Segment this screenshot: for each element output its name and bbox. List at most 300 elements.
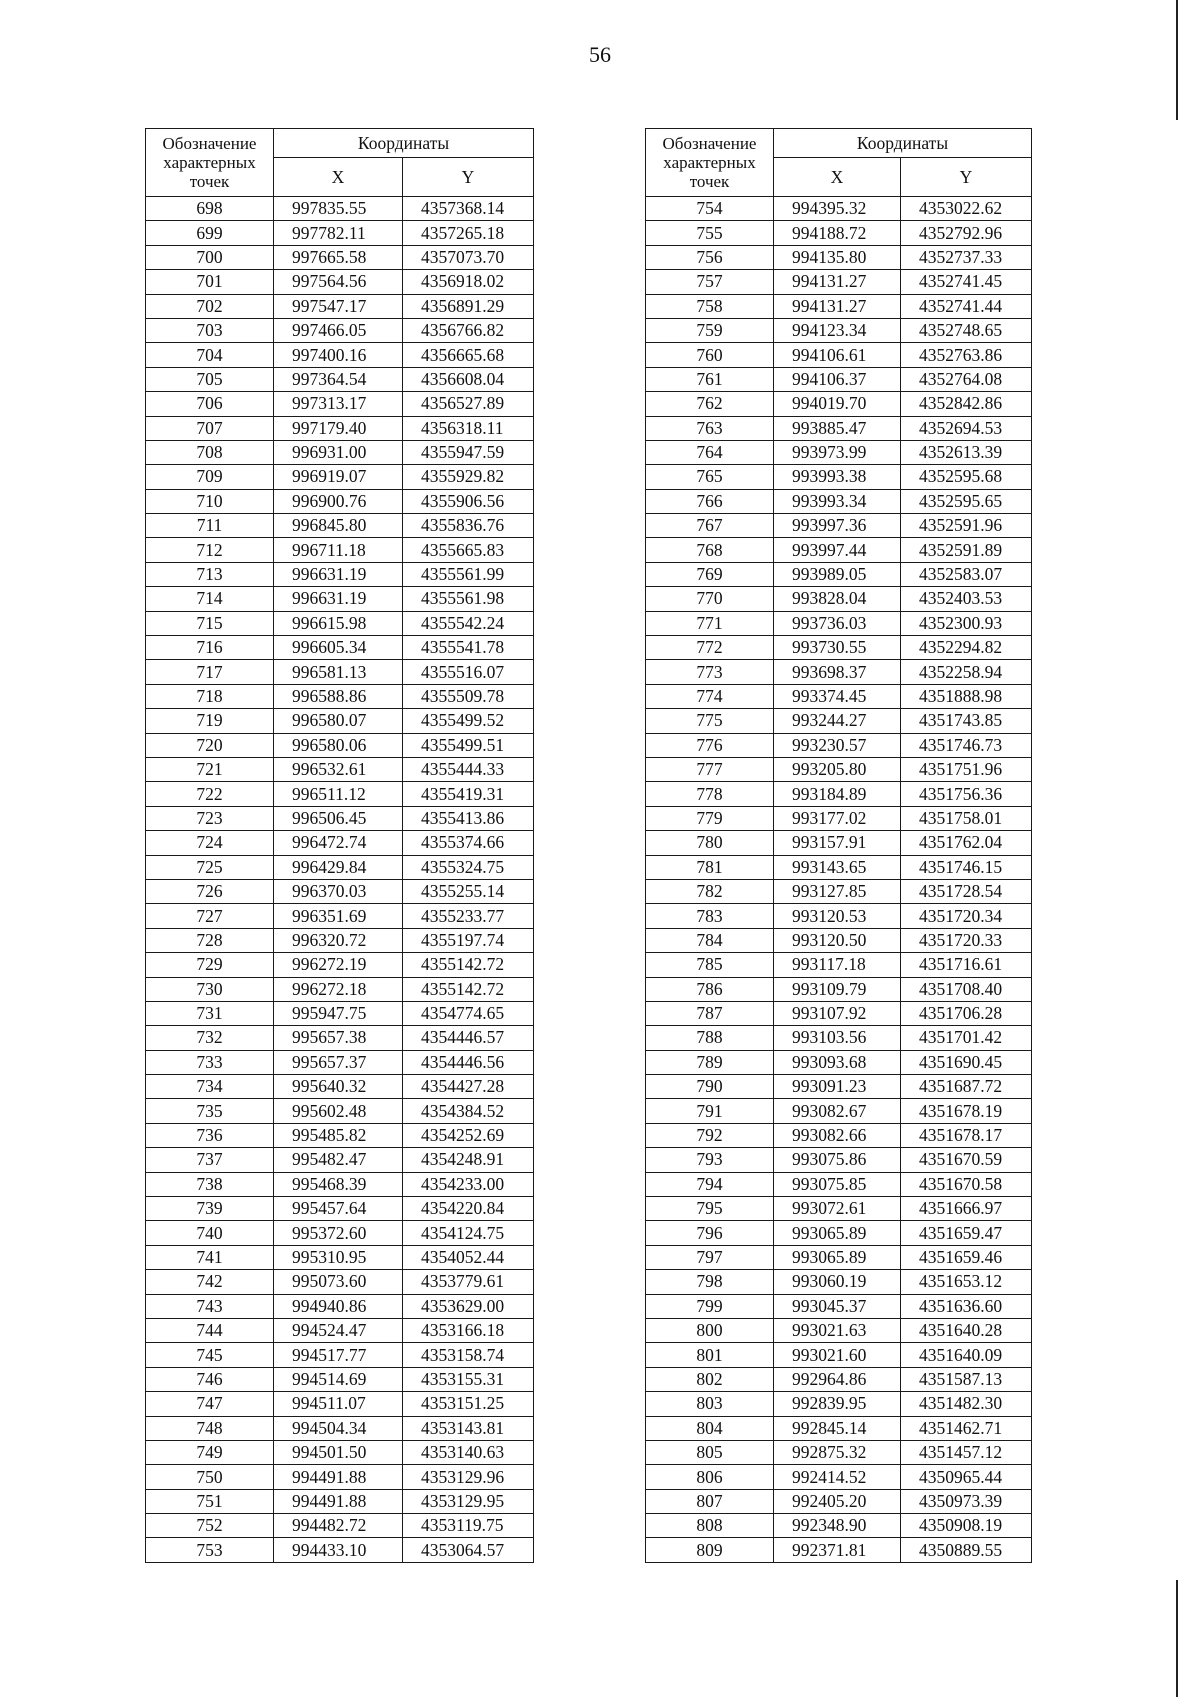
coordinate-y: 4355419.31 (403, 782, 534, 806)
table-row (146, 1197, 534, 1221)
coordinate-x: 993736.03 (774, 611, 901, 635)
coordinate-y: 4355561.99 (403, 562, 534, 586)
table-row (646, 1318, 1032, 1342)
coordinate-x: 994019.70 (774, 392, 901, 416)
coordinate-x: 996370.03 (274, 879, 403, 903)
coordinate-y: 4353129.95 (403, 1489, 534, 1513)
point-number: 759 (646, 318, 774, 342)
coordinate-x: 996900.76 (274, 489, 403, 513)
point-number: 724 (146, 831, 274, 855)
coordinate-x: 993107.92 (774, 1001, 901, 1025)
table-row (646, 806, 1032, 830)
table-row (146, 709, 534, 733)
coordinate-y: 4351640.28 (901, 1318, 1032, 1342)
coordinate-y: 4355906.56 (403, 489, 534, 513)
coordinate-x: 996429.84 (274, 855, 403, 879)
coordinate-y: 4352403.53 (901, 587, 1032, 611)
point-number: 736 (146, 1123, 274, 1147)
table-row (146, 904, 534, 928)
coordinate-y: 4351457.12 (901, 1440, 1032, 1464)
coordinate-y: 4352595.65 (901, 489, 1032, 513)
coordinate-x: 993730.55 (774, 636, 901, 660)
coordinate-x: 993698.37 (774, 660, 901, 684)
coordinate-y: 4351653.12 (901, 1270, 1032, 1294)
header-point-label: Обозначение характерных точек (646, 129, 774, 197)
coordinate-y: 4353151.25 (403, 1392, 534, 1416)
coordinate-x: 993120.50 (774, 928, 901, 952)
coordinate-x: 995640.32 (274, 1075, 403, 1099)
table-row (646, 294, 1032, 318)
coordinate-x: 996931.00 (274, 440, 403, 464)
table-row (146, 1465, 534, 1489)
point-number: 761 (646, 367, 774, 391)
point-number: 730 (146, 977, 274, 1001)
point-number: 698 (146, 197, 274, 221)
coordinate-y: 4352748.65 (901, 318, 1032, 342)
coordinate-y: 4351670.58 (901, 1172, 1032, 1196)
table-row (146, 1123, 534, 1147)
coordinate-y: 4355541.78 (403, 636, 534, 660)
coordinate-y: 4353119.75 (403, 1514, 534, 1538)
table-row (146, 1440, 534, 1464)
table-row (146, 757, 534, 781)
coordinate-y: 4352737.33 (901, 245, 1032, 269)
coordinate-x: 993993.34 (774, 489, 901, 513)
table-row (646, 1270, 1032, 1294)
point-number: 757 (646, 270, 774, 294)
point-number: 754 (646, 197, 774, 221)
point-number: 775 (646, 709, 774, 733)
coordinate-x: 994482.72 (274, 1514, 403, 1538)
point-number: 709 (146, 465, 274, 489)
coordinate-x: 997835.55 (274, 197, 403, 221)
table-row (146, 977, 534, 1001)
coordinate-x: 995657.38 (274, 1026, 403, 1050)
coordinate-x: 994491.88 (274, 1465, 403, 1489)
coordinate-y: 4355542.24 (403, 611, 534, 635)
coordinate-x: 996532.61 (274, 757, 403, 781)
coordinate-y: 4356918.02 (403, 270, 534, 294)
point-number: 704 (146, 343, 274, 367)
coordinate-x: 993103.56 (774, 1026, 901, 1050)
coordinate-y: 4355499.51 (403, 733, 534, 757)
point-number: 748 (146, 1416, 274, 1440)
coordinate-x: 994514.69 (274, 1367, 403, 1391)
coordinate-x: 993885.47 (774, 416, 901, 440)
table-row (146, 611, 534, 635)
coordinate-x: 993065.89 (774, 1221, 901, 1245)
coordinate-x: 997665.58 (274, 245, 403, 269)
table-row (646, 1172, 1032, 1196)
point-number: 699 (146, 221, 274, 245)
table-row (146, 1367, 534, 1391)
coordinate-y: 4355413.86 (403, 806, 534, 830)
table-row (646, 392, 1032, 416)
coordinate-x: 993065.89 (774, 1245, 901, 1269)
coordinate-x: 996919.07 (274, 465, 403, 489)
table-row (146, 1294, 534, 1318)
coordinate-x: 992405.20 (774, 1489, 901, 1513)
table-row (646, 538, 1032, 562)
coordinate-y: 4355947.59 (403, 440, 534, 464)
table-row (646, 831, 1032, 855)
coordinate-x: 997564.56 (274, 270, 403, 294)
coordinate-y: 4351640.09 (901, 1343, 1032, 1367)
coordinate-y: 4351762.04 (901, 831, 1032, 855)
coordinate-y: 4350973.39 (901, 1489, 1032, 1513)
coordinate-x: 993989.05 (774, 562, 901, 586)
table-row (146, 245, 534, 269)
coordinate-x: 993082.67 (774, 1099, 901, 1123)
point-number: 791 (646, 1099, 774, 1123)
point-number: 703 (146, 318, 274, 342)
coordinate-x: 992839.95 (774, 1392, 901, 1416)
point-number: 751 (146, 1489, 274, 1513)
point-number: 729 (146, 953, 274, 977)
coordinate-y: 4357073.70 (403, 245, 534, 269)
table-row (146, 733, 534, 757)
point-number: 782 (646, 879, 774, 903)
point-number: 766 (646, 489, 774, 513)
point-number: 726 (146, 879, 274, 903)
table-row (146, 879, 534, 903)
point-number: 744 (146, 1318, 274, 1342)
table-row (646, 1489, 1032, 1513)
coordinate-y: 4351746.15 (901, 855, 1032, 879)
coordinate-y: 4357368.14 (403, 197, 534, 221)
coordinate-y: 4353155.31 (403, 1367, 534, 1391)
coordinate-y: 4351888.98 (901, 684, 1032, 708)
coordinate-x: 997313.17 (274, 392, 403, 416)
coordinate-y: 4351670.59 (901, 1148, 1032, 1172)
coordinate-y: 4353629.00 (403, 1294, 534, 1318)
coordinate-y: 4351701.42 (901, 1026, 1032, 1050)
coordinate-x: 993075.85 (774, 1172, 901, 1196)
coordinate-x: 997400.16 (274, 343, 403, 367)
coordinate-y: 4354252.69 (403, 1123, 534, 1147)
coordinate-y: 4354446.57 (403, 1026, 534, 1050)
coordinate-x: 993205.80 (774, 757, 901, 781)
coordinate-x: 994131.27 (774, 294, 901, 318)
point-number: 785 (646, 953, 774, 977)
coordinate-y: 4351690.45 (901, 1050, 1032, 1074)
table-row (146, 1538, 534, 1562)
point-number: 755 (646, 221, 774, 245)
coordinate-x: 993021.60 (774, 1343, 901, 1367)
point-number: 717 (146, 660, 274, 684)
table-row (146, 514, 534, 538)
coordinate-x: 993091.23 (774, 1075, 901, 1099)
table-row (146, 367, 534, 391)
coordinate-y: 4352258.94 (901, 660, 1032, 684)
coordinate-x: 994517.77 (274, 1343, 403, 1367)
point-number: 756 (646, 245, 774, 269)
table-row (646, 1221, 1032, 1245)
point-number: 789 (646, 1050, 774, 1074)
table-row (646, 855, 1032, 879)
table-row (146, 1221, 534, 1245)
table-row (146, 782, 534, 806)
point-number: 701 (146, 270, 274, 294)
table-row (646, 733, 1032, 757)
point-number: 714 (146, 587, 274, 611)
point-number: 733 (146, 1050, 274, 1074)
coordinate-y: 4350889.55 (901, 1538, 1032, 1562)
coordinate-y: 4351687.72 (901, 1075, 1032, 1099)
point-number: 776 (646, 733, 774, 757)
table-row (646, 1050, 1032, 1074)
coordinate-y: 4354124.75 (403, 1221, 534, 1245)
table-row (146, 855, 534, 879)
point-number: 793 (646, 1148, 774, 1172)
point-number: 746 (146, 1367, 274, 1391)
coordinate-x: 993244.27 (774, 709, 901, 733)
coordinate-x: 994106.37 (774, 367, 901, 391)
coordinate-y: 4356527.89 (403, 392, 534, 416)
point-number: 711 (146, 514, 274, 538)
table-row (146, 684, 534, 708)
coordinate-y: 4352842.86 (901, 392, 1032, 416)
table-row (646, 221, 1032, 245)
coordinate-x: 995947.75 (274, 1001, 403, 1025)
table-row (646, 904, 1032, 928)
coordinate-x: 994395.32 (774, 197, 901, 221)
coordinate-y: 4354446.56 (403, 1050, 534, 1074)
point-number: 770 (646, 587, 774, 611)
coordinate-y: 4352591.96 (901, 514, 1032, 538)
point-number: 773 (646, 660, 774, 684)
table-row (146, 1148, 534, 1172)
coordinate-x: 997782.11 (274, 221, 403, 245)
coordinate-x: 996605.34 (274, 636, 403, 660)
coordinate-y: 4351678.19 (901, 1099, 1032, 1123)
table-row (646, 1123, 1032, 1147)
table-row (146, 1245, 534, 1269)
table-row (646, 197, 1032, 221)
coordinate-x: 996506.45 (274, 806, 403, 830)
table-row (146, 465, 534, 489)
table-row (146, 318, 534, 342)
coordinate-x: 993143.65 (774, 855, 901, 879)
coordinate-y: 4351746.73 (901, 733, 1032, 757)
coordinate-x: 993021.63 (774, 1318, 901, 1342)
coordinate-y: 4352694.53 (901, 416, 1032, 440)
point-number: 737 (146, 1148, 274, 1172)
table-row (646, 440, 1032, 464)
point-number: 792 (646, 1123, 774, 1147)
table-row (146, 538, 534, 562)
table-row (646, 1197, 1032, 1221)
header-coordinates: Координаты (774, 129, 1032, 158)
table-row (646, 782, 1032, 806)
coordinate-x: 995657.37 (274, 1050, 403, 1074)
point-number: 774 (646, 684, 774, 708)
table-row (146, 1099, 534, 1123)
table-row (146, 1489, 534, 1513)
coordinate-x: 993157.91 (774, 831, 901, 855)
coordinate-y: 4351482.30 (901, 1392, 1032, 1416)
coordinate-x: 994123.34 (774, 318, 901, 342)
coordinate-x: 996472.74 (274, 831, 403, 855)
point-number: 801 (646, 1343, 774, 1367)
table-row (646, 465, 1032, 489)
coordinate-y: 4356766.82 (403, 318, 534, 342)
coordinate-y: 4354248.91 (403, 1148, 534, 1172)
coordinate-y: 4355929.82 (403, 465, 534, 489)
point-number: 771 (646, 611, 774, 635)
header-y: Y (901, 158, 1032, 197)
coordinate-y: 4352764.08 (901, 367, 1032, 391)
coordinate-x: 993973.99 (774, 440, 901, 464)
coordinate-x: 996588.86 (274, 684, 403, 708)
table-row (646, 270, 1032, 294)
point-number: 763 (646, 416, 774, 440)
coordinate-y: 4351659.46 (901, 1245, 1032, 1269)
point-number: 741 (146, 1245, 274, 1269)
coordinate-x: 992371.81 (774, 1538, 901, 1562)
coordinate-y: 4354220.84 (403, 1197, 534, 1221)
point-number: 732 (146, 1026, 274, 1050)
coordinate-x: 993184.89 (774, 782, 901, 806)
point-number: 768 (646, 538, 774, 562)
table-row (646, 1148, 1032, 1172)
coordinate-x: 992845.14 (774, 1416, 901, 1440)
table-row (146, 953, 534, 977)
coordinates-table-left (145, 128, 534, 1563)
coordinate-x: 993109.79 (774, 977, 901, 1001)
point-number: 804 (646, 1416, 774, 1440)
point-number: 710 (146, 489, 274, 513)
coordinate-y: 4357265.18 (403, 221, 534, 245)
coordinate-x: 995468.39 (274, 1172, 403, 1196)
coordinate-y: 4355516.07 (403, 660, 534, 684)
point-number: 786 (646, 977, 774, 1001)
point-number: 802 (646, 1367, 774, 1391)
point-number: 742 (146, 1270, 274, 1294)
coordinate-x: 994188.72 (774, 221, 901, 245)
coordinate-x: 992348.90 (774, 1514, 901, 1538)
coordinate-y: 4355499.52 (403, 709, 534, 733)
coordinate-x: 995372.60 (274, 1221, 403, 1245)
coordinate-x: 997547.17 (274, 294, 403, 318)
coordinate-y: 4356608.04 (403, 367, 534, 391)
coordinate-y: 4353158.74 (403, 1343, 534, 1367)
point-number: 739 (146, 1197, 274, 1221)
coordinate-x: 995073.60 (274, 1270, 403, 1294)
table-row (146, 392, 534, 416)
point-number: 765 (646, 465, 774, 489)
table-row (646, 1465, 1032, 1489)
coordinate-y: 4351728.54 (901, 879, 1032, 903)
table-row (646, 514, 1032, 538)
coordinate-y: 4353166.18 (403, 1318, 534, 1342)
point-number: 702 (146, 294, 274, 318)
coordinate-y: 4356318.11 (403, 416, 534, 440)
coordinate-y: 4353779.61 (403, 1270, 534, 1294)
point-number: 749 (146, 1440, 274, 1464)
table-row (146, 1075, 534, 1099)
table-row (646, 879, 1032, 903)
coordinate-y: 4353143.81 (403, 1416, 534, 1440)
scan-edge-line (1176, 0, 1178, 120)
point-number: 796 (646, 1221, 774, 1245)
table-row (646, 245, 1032, 269)
coordinate-y: 4351716.61 (901, 953, 1032, 977)
coordinate-y: 4355324.75 (403, 855, 534, 879)
coordinate-x: 994106.61 (774, 343, 901, 367)
table-row (646, 343, 1032, 367)
coordinate-x: 996845.80 (274, 514, 403, 538)
coordinate-x: 994131.27 (774, 270, 901, 294)
coordinate-y: 4355255.14 (403, 879, 534, 903)
point-number: 769 (646, 562, 774, 586)
coordinate-x: 996580.06 (274, 733, 403, 757)
point-number: 784 (646, 928, 774, 952)
coordinate-x: 993045.37 (774, 1294, 901, 1318)
coordinate-y: 4352792.96 (901, 221, 1032, 245)
coordinate-x: 995602.48 (274, 1099, 403, 1123)
coordinate-x: 996272.18 (274, 977, 403, 1001)
table-row (646, 416, 1032, 440)
coordinate-y: 4353129.96 (403, 1465, 534, 1489)
coordinate-y: 4351678.17 (901, 1123, 1032, 1147)
point-number: 780 (646, 831, 774, 855)
table-row (646, 1392, 1032, 1416)
table-row (146, 928, 534, 952)
point-number: 705 (146, 367, 274, 391)
point-number: 720 (146, 733, 274, 757)
coordinate-x: 992964.86 (774, 1367, 901, 1391)
coordinate-y: 4355142.72 (403, 953, 534, 977)
point-number: 723 (146, 806, 274, 830)
coordinate-y: 4351743.85 (901, 709, 1032, 733)
coordinate-y: 4351751.96 (901, 757, 1032, 781)
table-row (646, 611, 1032, 635)
header-coordinates: Координаты (274, 129, 534, 158)
point-number: 752 (146, 1514, 274, 1538)
coordinate-x: 993120.53 (774, 904, 901, 928)
coordinate-y: 4355509.78 (403, 684, 534, 708)
coordinate-y: 4352300.93 (901, 611, 1032, 635)
coordinate-y: 4353140.63 (403, 1440, 534, 1464)
table-row (146, 1343, 534, 1367)
scan-edge-line (1176, 1580, 1178, 1697)
coordinate-x: 993127.85 (774, 879, 901, 903)
coordinate-y: 4353022.62 (901, 197, 1032, 221)
coordinate-y: 4355374.66 (403, 831, 534, 855)
point-number: 767 (646, 514, 774, 538)
table-row (646, 1294, 1032, 1318)
table-row (146, 636, 534, 660)
table-row (146, 294, 534, 318)
coordinates-table-right (645, 128, 1032, 1563)
point-number: 707 (146, 416, 274, 440)
coordinate-y: 4352294.82 (901, 636, 1032, 660)
coordinate-y: 4353064.57 (403, 1538, 534, 1562)
coordinate-x: 993374.45 (774, 684, 901, 708)
point-number: 716 (146, 636, 274, 660)
coordinate-y: 4352763.86 (901, 343, 1032, 367)
table-row (646, 587, 1032, 611)
table-row (646, 977, 1032, 1001)
coordinate-y: 4354427.28 (403, 1075, 534, 1099)
point-number: 799 (646, 1294, 774, 1318)
coordinate-x: 992875.32 (774, 1440, 901, 1464)
point-number: 712 (146, 538, 274, 562)
coordinate-y: 4351758.01 (901, 806, 1032, 830)
coordinate-x: 997179.40 (274, 416, 403, 440)
table-row (146, 806, 534, 830)
